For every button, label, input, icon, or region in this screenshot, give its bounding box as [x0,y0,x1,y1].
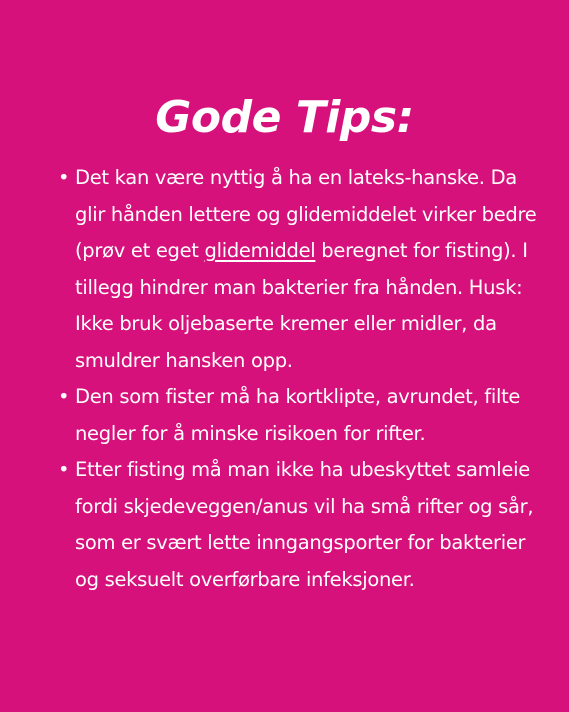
glidemiddel-link[interactable]: glidemiddel [204,239,316,262]
bullet-icon: • [58,166,70,189]
page-title: Gode Tips: [155,92,414,143]
tip-text: Etter fisting må man ikke ha ubeskyttet samleie fordi skjedeveggen/anus vil ha små rifter og sår, som er svært lette inngangsporter for bakterier og seksuelt overførbare infeksjoner. [75,458,534,591]
list-item [58,452,538,598]
tip-text: beregnet for fisting). I tillegg hindrer man bakterier fra hånden. Husk: Ikke bruk oljebaserte kremer eller midler, da smuldrer hansken opp. [75,239,528,372]
tips-list [58,160,538,598]
tip-text: Det kan være nyttig å ha en lateks-hanske. Da glir hånden lettere og glidemiddelet virker bedre (prøv et eget [75,166,537,262]
bullet-icon: • [58,385,70,408]
bullet-icon: • [58,458,70,481]
list-item [58,379,538,452]
tip-text: Den som fister må ha kortklipte, avrundet, filte negler for å minske risikoen for rifter. [75,385,521,445]
list-item [58,160,538,379]
